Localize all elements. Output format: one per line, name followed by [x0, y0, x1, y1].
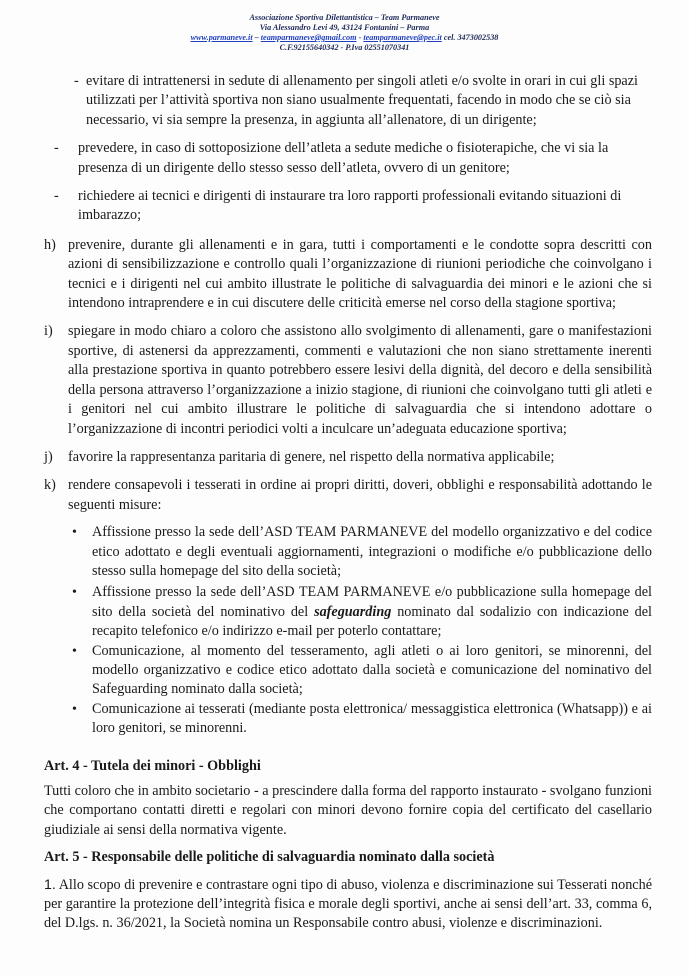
article-5-heading: Art. 5 - Responsabile delle politiche di salvaguardia nominato dalla società	[44, 849, 495, 866]
dash-marker: -	[54, 188, 59, 205]
paragraph-number: 1.	[44, 876, 56, 893]
tax-ids: C.F.92155640342 - P.Iva 02551070341	[279, 43, 410, 52]
letter-list-item	[44, 448, 652, 467]
phone-number: cel. 3473002538	[441, 33, 499, 42]
item-marker: h)	[44, 236, 56, 253]
article-4-text: Tutti coloro che in ambito societario - a prescindere dalla forma del rapporto instaurato - svolgano funzioni che comportano contatti diretti e regolari con minori devono fornire copia del certificato del casellario giudiziale ai sensi della normativa vigente.	[44, 783, 652, 838]
association-name: Associazione Sportiva Dilettantistica – Team Parmaneve	[249, 13, 440, 22]
list-item-text: rendere consapevoli i tesserati in ordine ai propri diritti, doveri, obblighi e responsabilità adottando le seguenti misure:	[68, 477, 652, 513]
list-item-text: richiedere ai tecnici e dirigenti di instaurare tra loro rapporti professionali evitando situazioni di imbarazzo;	[78, 188, 622, 224]
safeguarding-emphasis: safeguarding	[314, 603, 392, 620]
bullet-icon: •	[72, 525, 77, 541]
measures-list	[44, 523, 652, 738]
pec-link[interactable]: teamparmaneve@pec.it	[363, 33, 442, 42]
bullet-icon: •	[72, 643, 77, 659]
bullet-item	[72, 700, 652, 739]
separator: -	[356, 33, 364, 42]
dash-marker: -	[54, 140, 59, 157]
letter-list-item	[44, 322, 652, 438]
letterhead	[0, 13, 689, 53]
association-address: Via Alessandro Levi 49, 43124 Fontanini – Parma	[259, 23, 430, 32]
bullet-icon: •	[72, 701, 77, 717]
dash-marker: -	[74, 73, 79, 89]
bullet-item	[72, 642, 652, 700]
letter-list-item	[44, 476, 652, 515]
bullet-text: Comunicazione, al momento del tesseramento, agli atleti o ai loro genitori, se minorenni, del modello organizzativo e codice etico adottato dalla società e comunicazione del nominativo del Safeguarding nominato dalla società;	[92, 642, 652, 698]
item-marker: k)	[44, 477, 56, 494]
bullet-item	[72, 523, 652, 581]
dash-list-item	[52, 139, 652, 178]
list-item-text: prevenire, durante gli allenamenti e in gara, tutti i comportamenti e le condotte sopra descritti con azioni di sensibilizzazione e controllo quali l’organizzazione di riunioni periodiche che coinvolgano i tecnici e i dirigenti nel cui ambito illustrate le politiche di salvaguardia dei minori e le azioni che si intendono intraprendere e in cui discutere delle criticità emerse nel corso della stagione sportiva;	[68, 236, 652, 312]
letter-list-item	[44, 236, 652, 314]
bullet-icon: •	[72, 585, 77, 601]
item-marker: i)	[44, 323, 53, 340]
list-item-text: evitare di intrattenersi in sedute di allenamento per singoli atleti e/o svolte in orari in cui gli spazi utilizzati per l’attività sportiva non siano usualmente frequentati, facendo in modo che se ciò sia necessario, vi sia sempre la presenza, in aggiunta all’allenatore, di un dirigente;	[86, 73, 638, 128]
bullet-text: Comunicazione ai tesserati (mediante posta elettronica/ messaggistica elettronica (Whatsapp)) e ai loro genitori, se minorenni.	[92, 700, 652, 737]
list-item-text: spiegare in modo chiaro a coloro che assistono allo svolgimento di allenamenti, gare o manifestazioni sportive, di astenersi da apprezzamenti, commenti e valutazioni che non siano strettamente inerenti alla prestazione sportiva in quanto potrebbero essere lesivi della dignità, del decoro e della sensibilità della persona attraverso l’organizzazione a inizio stagione, di riunioni che coinvolgano tutti gli atleti e i genitori nel cui ambito illustrare le politiche di salvaguardia che si intendono adottare o l’organizzazione di incontri periodici volti a inculcare un’adeguata educazione sportiva;	[68, 323, 652, 437]
dash-list-item	[52, 187, 652, 226]
list-item-text: favorire la rappresentanza paritaria di genere, nel rispetto della normativa applicabile;	[68, 448, 555, 465]
article-5-paragraph-1	[44, 876, 652, 934]
article-4-heading: Art. 4 - Tutela dei minori - Obblighi	[44, 757, 261, 774]
bullet-text: Affissione presso la sede dell’ASD TEAM PARMANEVE del modello organizzativo e del codice etico adottato e degli eventuali aggiornamenti, integrazioni o modifiche e/o pubblicazione dello stesso sulla homepage del sito della società;	[92, 524, 652, 579]
document-body	[44, 72, 652, 940]
email-link[interactable]: teamparmaneve@gmail.com	[260, 33, 357, 42]
dash-list-item	[52, 72, 652, 130]
bullet-text: Affissione presso la sede dell’ASD TEAM PARMANEVE e/o pubblicazione sulla homepage del sito della società del nominativo del	[92, 584, 652, 620]
contact-line	[0, 33, 689, 43]
list-item-text: prevedere, in caso di sottoposizione dell’atleta a sedute mediche o fisioterapiche, che vi sia la presenza di un dirigente dello stesso sesso dell’atleta, ovvero di un genitore;	[78, 140, 609, 176]
item-marker: j)	[44, 448, 53, 465]
website-link[interactable]: www.parmaneve.it	[190, 33, 253, 42]
separator: –	[252, 33, 261, 42]
bullet-text: nominato dal sodalizio con indicazione del recapito telefonico e/o indirizzo e-mail per poterlo contattare;	[92, 603, 652, 640]
paragraph-text: Allo scopo di prevenire e contrastare ogni tipo di abuso, violenza e discriminazione sui Tesserati nonché per garantire la protezione dell’integrità fisica e morale degli sportivi, anche ai sensi dell’art. 33, comma 6, del D.lgs. n. 36/2021, la Società nomina un Responsabile contro abusi, violenze e discriminazioni.	[44, 876, 652, 932]
bullet-item	[72, 583, 652, 641]
